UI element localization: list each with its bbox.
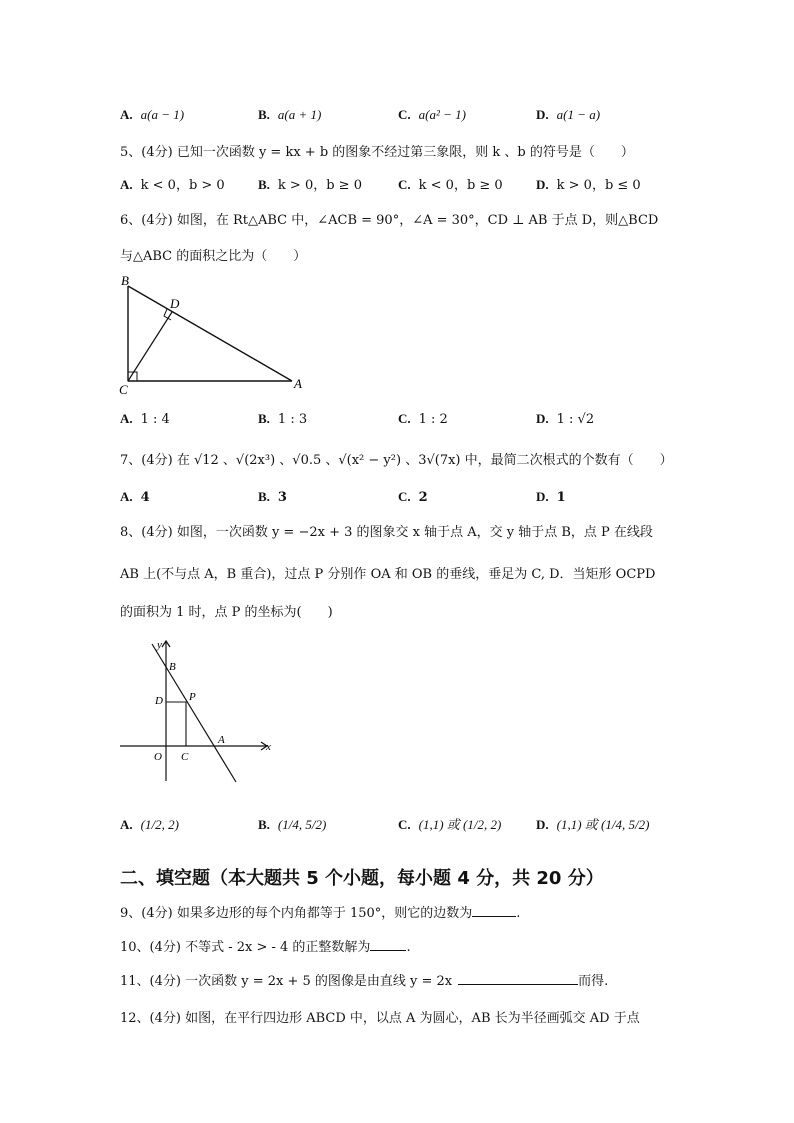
q10-answer-blank[interactable] — [370, 938, 406, 951]
q6-option-c[interactable]: C. 1 : 2 — [398, 411, 448, 427]
q7-option-c[interactable]: C. 2 — [398, 489, 428, 505]
q9-text-end: . — [516, 906, 521, 921]
q7-stem: 7、(4分) 在 √12 、√(2x³) 、√0.5 、√(x² − y²) 、3√(7x) 中，最简二次根式的个数有（ ） — [120, 453, 673, 468]
q5-option-c[interactable]: C. k < 0，b ≥ 0 — [398, 177, 503, 193]
q9-line — [120, 904, 520, 923]
q8-stem-line1: 8、(4分) 如图，一次函数 y = −2x + 3 的图象交 x 轴于点 A，交 y 轴于点 B，点 P 在线段 — [120, 525, 653, 540]
q5-option-a[interactable]: A. k < 0，b > 0 — [120, 177, 225, 193]
q6-label-b: B — [121, 273, 129, 288]
q6-label-d: D — [170, 296, 180, 311]
q8-label-p: P — [189, 691, 196, 703]
q7-option-d[interactable]: D. 1 — [536, 489, 566, 505]
q8-label-x: x — [266, 741, 271, 753]
q8-option-c[interactable]: C. (1,1) 或 (1/2, 2) — [398, 817, 502, 832]
q10-line — [120, 938, 411, 957]
q12-stem: 12、(4分) 如图，在平行四边形 ABCD 中，以点 A 为圆心，AB 长为半径画弧交 AD 于点 — [120, 1011, 640, 1026]
q6-option-b[interactable]: B. 1 : 3 — [258, 411, 308, 427]
q6-option-d[interactable]: D. 1 : √2 — [536, 411, 595, 427]
q4-option-c[interactable]: C. a(a² − 1) — [398, 107, 466, 122]
q9-answer-blank[interactable] — [472, 904, 516, 917]
q10-text: 10、(4分) 不等式 - 2x > - 4 的正整数解为 — [120, 940, 371, 955]
q8-label-y: y — [157, 639, 162, 651]
q4-option-b[interactable]: B. a(a + 1) — [258, 107, 322, 122]
q8-label-b: B — [169, 661, 176, 673]
q11-text: 11、(4分) 一次函数 y = 2x + 5 的图像是由直线 y = 2x — [120, 974, 453, 989]
q8-line-ab — [152, 644, 236, 782]
q8-stem-line2: AB 上(不与点 A，B 重合)，过点 P 分别作 OA 和 OB 的垂线，垂足为 C, D．当矩形 OCPD — [120, 567, 656, 582]
q8-label-a: A — [218, 734, 225, 746]
q5-stem: 5、(4分) 已知一次函数 y = kx + b 的图象不经过第三象限，则 k 、b 的符号是（ ） — [120, 145, 634, 160]
q6-stem-line2: 与△ABC 的面积之比为（ ） — [120, 249, 307, 264]
q5-option-d[interactable]: D. k > 0，b ≤ 0 — [536, 177, 641, 193]
q8-label-o: O — [154, 751, 162, 763]
q8-stem-line3: 的面积为 1 时，点 P 的坐标为( ) — [120, 605, 333, 620]
q8-graph-figure — [114, 636, 284, 786]
q7-option-b[interactable]: B. 3 — [258, 489, 287, 505]
q4-option-a[interactable]: A. a(a − 1) — [120, 107, 185, 122]
q8-label-c: C — [181, 751, 189, 763]
q8-rectangle-ocpd — [166, 702, 186, 746]
q6-label-c: C — [119, 382, 128, 397]
q10-text-end: . — [406, 940, 411, 955]
q9-text: 9、(4分) 如果多边形的每个内角都等于 150°，则它的边数为 — [120, 906, 473, 921]
q11-line — [120, 972, 608, 991]
section2-title: 二、填空题（本大题共 5 个小题，每小题 4 分，共 20 分） — [120, 868, 604, 889]
q8-option-d[interactable]: D. (1,1) 或 (1/4, 5/2) — [536, 817, 650, 832]
q8-label-d: D — [155, 695, 163, 707]
q11-answer-blank[interactable] — [458, 972, 578, 985]
q6-altitude-cd — [128, 312, 172, 381]
q6-stem-line1: 6、(4分) 如图，在 Rt△ABC 中，∠ACB = 90°，∠A = 30°，CD ⊥ AB 于点 D，则△BCD — [120, 213, 659, 228]
q4-option-d[interactable]: D. a(1 − a) — [536, 107, 601, 122]
q5-option-b[interactable]: B. k > 0，b ≥ 0 — [258, 177, 362, 193]
q7-option-a[interactable]: A. 4 — [120, 489, 150, 505]
q6-option-a[interactable]: A. 1 : 4 — [120, 411, 170, 427]
q6-side-ab — [128, 286, 292, 381]
q8-option-b[interactable]: B. (1/4, 5/2) — [258, 817, 327, 832]
q8-option-a[interactable]: A. (1/2, 2) — [120, 817, 179, 832]
q6-triangle-figure — [114, 272, 314, 398]
q11-text-end: 而得. — [578, 974, 609, 989]
q6-label-a: A — [294, 376, 302, 391]
